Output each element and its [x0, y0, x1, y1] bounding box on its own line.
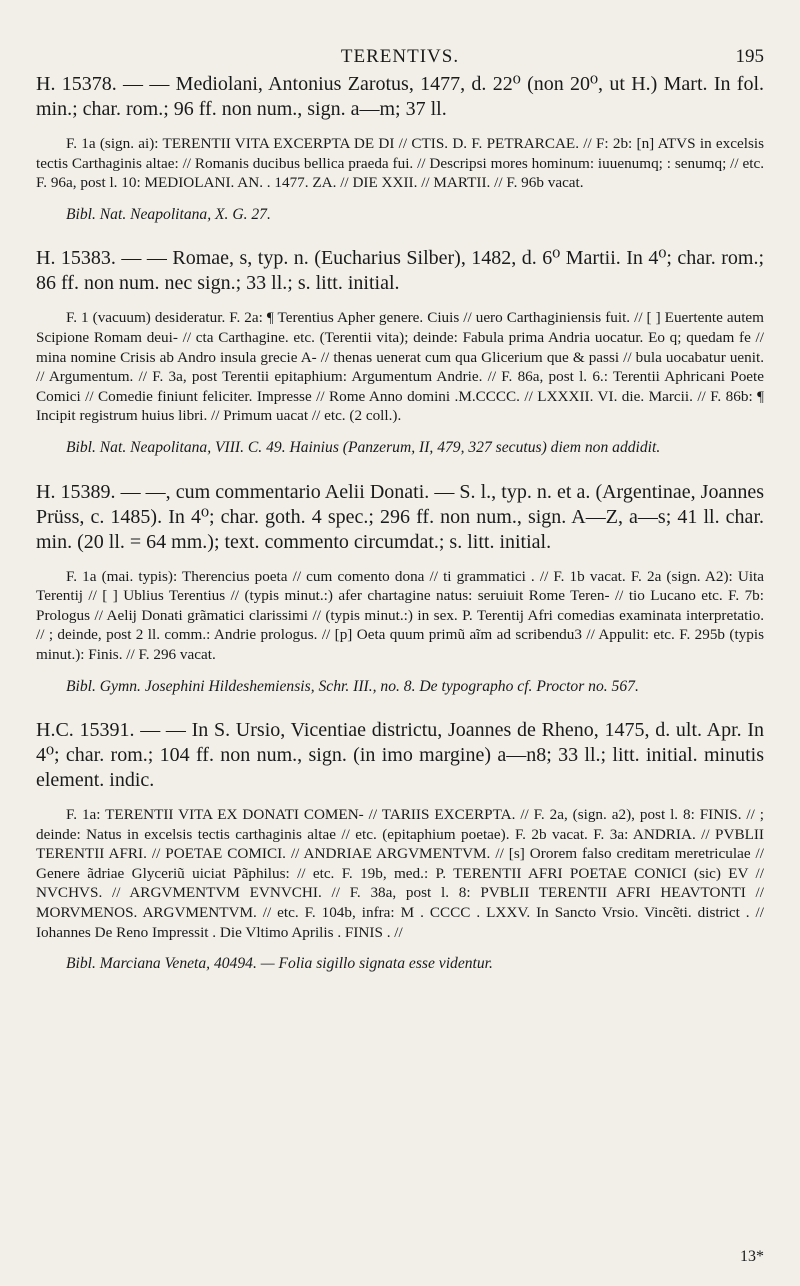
entry-bibliography: Bibl. Nat. Neapolitana, VIII. C. 49. Hainius (Panzerum, II, 479, 327 secutus) diem non addidit. — [66, 438, 661, 456]
page-number: 195 — [735, 46, 764, 67]
signature-mark: 13* — [740, 1248, 764, 1265]
catalog-entry — [36, 718, 764, 974]
catalog-entry — [36, 246, 764, 457]
entry-heading: H. 15383. — — Romae, s, typ. n. (Eucharius Silber), 1482, d. 6⁰ Martii. In 4⁰; char. rom.; 86 ff. non num. nec sign.; 33 ll.; s. litt. initial. — [36, 247, 764, 295]
running-title: TERENTIVS. — [340, 46, 460, 67]
catalog-entry — [36, 72, 764, 224]
entry-description: F. 1 (vacuum) desideratur. F. 2a: ¶ Terentius Apher genere. Ciuis // uero Carthaginiensis fuit. // [ ] Euertente autem Scipione Romam deui- // cta Carthagine. etc. (Terentii vita); deinde: Fabula prima Andria uocatur. Eo q; quedam fe // mina nomine Crisis ab Andro insula grecie A- // thenas uenerat cum qua Glicerium que & passi // bula uocabatur uenit. // Argumentum. // F. 3a, post Terentii epitaphium: Argumentum Andrie. // F. 86a, post l. 6.: Terentii Aphricani Poete Comici // Comedie finiunt feliciter. Impresse // Rome Anno domini .M.CCCC. // LXXXII. VI. die. Marcii. // F. 86b: ¶ Incipit registrum huius libri. // Primum uacat // etc. (2 coll.). — [36, 309, 764, 425]
entry-description: F. 1a (sign. ai): TERENTII VITA EXCERPTA DE DI // CTIS. D. F. PETRARCAE. // F: 2b: [n] ATVS in excelsis tectis Carthaginis altae: // Romanis ducibus bellica praeda fui. // Descripsi mores hominum: iuuenumq; : senumq; // etc. F. 96a, post l. 10: MEDIOLANI. AN. . 1477. ZA. // DIE XXII. // MARTII. // F. 96b vacat. — [36, 135, 764, 192]
page — [36, 0, 764, 1265]
entry-heading: H. 15378. — — Mediolani, Antonius Zarotus, 1477, d. 22⁰ (non 20⁰, ut H.) Mart. In fol. min.; char. rom.; 96 ff. non num., sign. a—m; 37 ll. — [36, 73, 764, 120]
catalog-entry — [36, 480, 764, 697]
entry-heading: H. 15389. — —, cum commentario Aelii Donati. — S. l., typ. n. et a. (Argentinae, Joannes Prüss, c. 1485). In 4⁰; char. goth. 4 spec.; 296 ff. non num., sign. A—Z, a—s; 41 ll. char. min. (20 ll. = 64 mm.); text. commento circumdat.; s. litt. initial. — [36, 480, 764, 553]
running-header — [36, 0, 764, 72]
entry-bibliography: Bibl. Gymn. Josephini Hildeshemiensis, Schr. III., no. 8. De typographo cf. Proctor no. 567. — [66, 677, 639, 695]
entry-bibliography: Bibl. Marciana Veneta, 40494. — Folia sigillo signata esse videntur. — [66, 955, 493, 973]
entry-description: F. 1a: TERENTII VITA EX DONATI COMEN- // TARIIS EXCERPTA. // F. 2a, (sign. a2), post l. 8: FINIS. // ; deinde: Natus in excelsis tectis carthaginis altae // etc. (epitaphium poetae). F. 2b vacat. F. 3a: ANDRIA. // PVBLII TERENTII AFRI. // POETAE COMICI. // ANDRIAE ARGVMENTVM. // [s] Ororem falso creditam meretriculae // Genere ãdriae Glyceriũ uiciat Pãphilus: // etc. F. 19b, med.: P. TERENTII AFRI POETAE CONICI (sic) EV // NVCHVS. // ARGVMENTVM EVNVCHI. // F. 38a, post l. 8: PVBLII TERENTII AFRI HEAVTONTI // MORVMENOS. ARGVMENTVM. // etc. F. 104b, infra: M . CCCC . LXXV. In Sancto Vrsio. Vincẽti. district . // Iohannes De Reno Impressit . Die Vltimo Aprilis . FINIS . // — [36, 806, 764, 941]
entry-bibliography: Bibl. Nat. Neapolitana, X. G. 27. — [66, 205, 271, 223]
entry-heading: H.C. 15391. — — In S. Ursio, Vicentiae districtu, Joannes de Rheno, 1475, d. ult. Apr. In 4⁰; char. rom.; 104 ff. non num., sign. (in imo margine) a—n8; 33 ll.; litt. initial. minutis element. indic. — [36, 719, 764, 792]
entry-description: F. 1a (mai. typis): Therencius poeta // cum comento dona // ti grammatici . // F. 1b vacat. F. 2a (sign. A2): Uita Terentij // [ ] Ublius Terentius // (typis minut.:) afer chartagine natus: seruiuit Rome Teren- // tio Lucano etc. F. 7b: Prologus // Aelij Donati grãmatici clarissimi // (typis minut.:) in sex. P. Terentij Afri comedias examinata interpretatio. // ; deinde, post 2 ll. comm.: Andrie prologus. // [p] Oeta quum primũ aĩm ad scribendu3 // Appulit: etc. F. 295b (typis minut.): Finis. // F. 296 vacat. — [36, 567, 764, 663]
